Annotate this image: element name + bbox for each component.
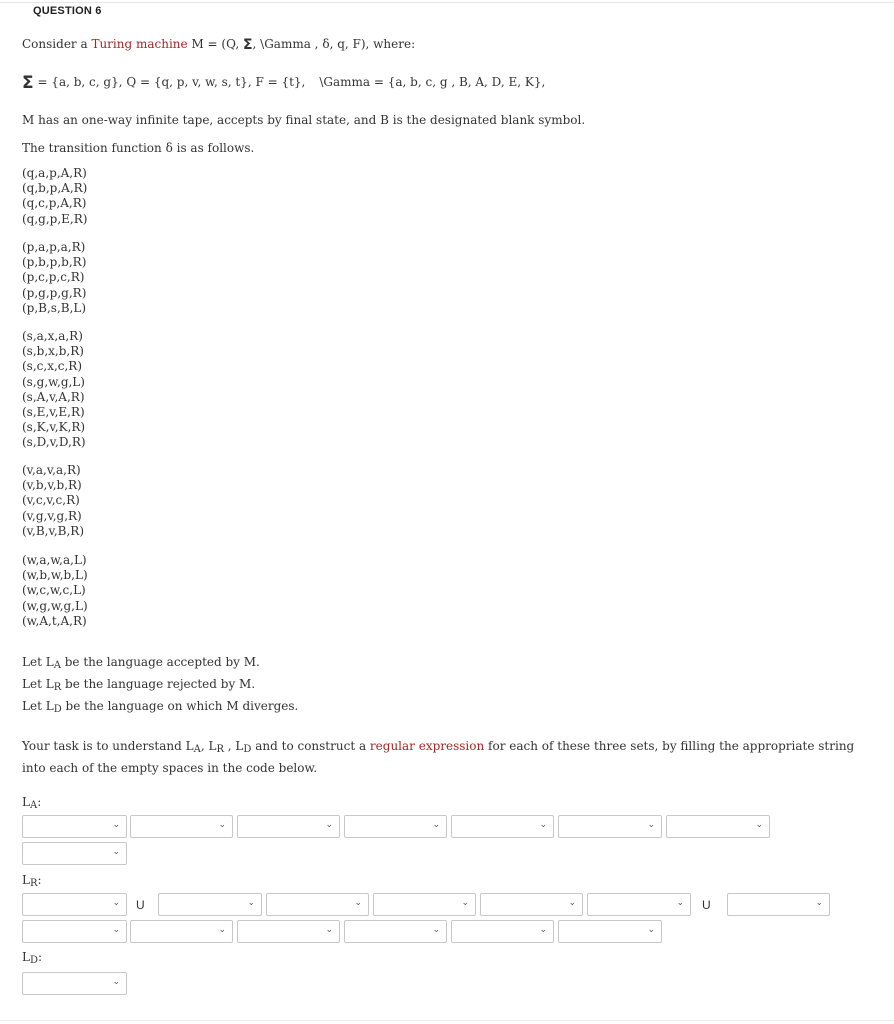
question-title: QUESTION 6 (33, 5, 102, 17)
lr-select-1[interactable] (22, 893, 127, 916)
transition: (q,b,p,A,R) (22, 181, 88, 196)
ld-label: $L_D$: (22, 950, 43, 966)
chevron-down-icon: ⌄ (112, 977, 120, 987)
regular-expression-link[interactable]: regular expression (369, 739, 485, 753)
la-select-2[interactable] (130, 815, 233, 838)
chevron-down-icon: ⌄ (325, 820, 333, 830)
lr-select-9[interactable] (130, 920, 233, 943)
transition: (v,B,v,B,R) (22, 523, 85, 538)
sigma-symbol: Σ (22, 73, 34, 93)
transition: (p,b,p,b,R) (22, 255, 87, 270)
lr-select-13[interactable] (558, 920, 662, 943)
la-select-3[interactable] (237, 815, 340, 838)
tape-description: M has an one-way infinite tape, accepts by final state, and B is the designated blank symbol. (22, 113, 586, 127)
la-select-1[interactable] (22, 815, 127, 838)
la-select-5[interactable] (451, 815, 554, 838)
chevron-down-icon: ⌄ (354, 898, 362, 908)
union-operator: U (136, 898, 145, 912)
transition: (s,g,w,g,L) (22, 374, 85, 389)
lr-label: $L_R$: (22, 873, 42, 889)
transition: (q,c,p,A,R) (22, 196, 87, 211)
intro-line: Consider a Turing machine M = (Q, Σ, \Gamma , δ, q, F), where: (22, 37, 416, 53)
transition: (s,a,x,a,R) (22, 329, 83, 343)
chevron-down-icon: ⌄ (647, 820, 655, 830)
language-rejected-def: Let $L_R$ be the language rejected by M. (22, 677, 256, 693)
transition: (w,g,w,g,L) (22, 598, 88, 613)
transition: (s,c,x,c,R) (22, 359, 83, 374)
chevron-down-icon: ⌄ (112, 847, 120, 857)
chevron-down-icon: ⌄ (112, 925, 120, 935)
chevron-down-icon: ⌄ (755, 820, 763, 830)
la-select-8[interactable] (22, 842, 127, 865)
top-divider (0, 2, 894, 3)
transition: (v,c,v,c,R) (22, 493, 80, 508)
chevron-down-icon: ⌄ (325, 925, 333, 935)
lr-select-12[interactable] (451, 920, 554, 943)
chevron-down-icon: ⌄ (676, 898, 684, 908)
transition-group-w (22, 553, 88, 629)
transition: (p,g,p,g,R) (22, 285, 87, 300)
lr-select-10[interactable] (237, 920, 340, 943)
chevron-down-icon: ⌄ (247, 898, 255, 908)
union-operator: U (702, 898, 711, 912)
bottom-divider (0, 1020, 894, 1021)
lr-select-8[interactable] (22, 920, 127, 943)
chevron-down-icon: ⌄ (539, 820, 547, 830)
definitions-line: Σ = {a, b, c, g}, Q = {q, p, v, w, s, t}, F = {t}, \Gamma = {a, b, c, g , B, A, D, E, K}, (22, 73, 546, 93)
transition: (s,A,v,A,R) (22, 389, 85, 404)
lr-select-6[interactable] (587, 893, 691, 916)
transition-group-p (22, 240, 86, 316)
chevron-down-icon: ⌄ (432, 820, 440, 830)
transition: (p,B,s,B,L) (22, 300, 87, 315)
la-select-6[interactable] (558, 815, 662, 838)
sigma-symbol: Σ (242, 37, 253, 53)
transition: (w,A,t,A,R) (22, 613, 87, 628)
chevron-down-icon: ⌄ (218, 925, 226, 935)
transition: (v,b,v,b,R) (22, 478, 82, 493)
transition: (q,g,p,E,R) (22, 211, 88, 226)
chevron-down-icon: ⌄ (539, 925, 547, 935)
transition: (q,a,p,A,R) (22, 166, 87, 180)
chevron-down-icon: ⌄ (432, 925, 440, 935)
delta-symbol: δ (322, 37, 330, 51)
chevron-down-icon: ⌄ (647, 925, 655, 935)
turing-machine-link[interactable]: Turing machine (91, 37, 188, 51)
transition: (s,b,x,b,R) (22, 344, 84, 359)
chevron-down-icon: ⌄ (112, 820, 120, 830)
chevron-down-icon: ⌄ (461, 898, 469, 908)
transition: (w,a,w,a,L) (22, 553, 87, 567)
transition: (s,D,v,D,R) (22, 435, 86, 450)
la-select-4[interactable] (344, 815, 447, 838)
la-label: $L_A$: (22, 795, 42, 811)
transition: (v,a,v,a,R) (22, 463, 81, 477)
lr-select-5[interactable] (480, 893, 583, 916)
lr-select-7[interactable] (727, 893, 830, 916)
transition-group-q (22, 166, 87, 227)
chevron-down-icon: ⌄ (218, 820, 226, 830)
transition: (w,c,w,c,L) (22, 583, 86, 598)
transition: (w,b,w,b,L) (22, 568, 88, 583)
la-select-7[interactable] (666, 815, 770, 838)
lr-select-2[interactable] (158, 893, 262, 916)
transition: (s,E,v,E,R) (22, 405, 85, 420)
transition-intro: The transition function δ is as follows. (22, 141, 255, 155)
lr-select-4[interactable] (373, 893, 476, 916)
lr-select-3[interactable] (266, 893, 369, 916)
task-paragraph: Your task is to understand $L_A$, $L_R$ , $L_D$ and to construct a regular expression for each of these three sets, by filling the appropriate string into each of the empty spaces in the code below. (22, 739, 855, 775)
ld-select-1[interactable] (22, 972, 127, 995)
chevron-down-icon: ⌄ (568, 898, 576, 908)
transition: (s,K,v,K,R) (22, 420, 86, 435)
language-accepted-def: Let $L_A$ be the language accepted by M. (22, 655, 260, 671)
language-diverges-def: Let $L_D$ be the language on which M diverges. (22, 699, 299, 715)
lr-select-11[interactable] (344, 920, 447, 943)
transition: (p,c,p,c,R) (22, 270, 85, 285)
transition-group-s (22, 329, 86, 451)
transition: (v,g,v,g,R) (22, 508, 82, 523)
transition-group-v (22, 463, 84, 539)
chevron-down-icon: ⌄ (112, 898, 120, 908)
transition: (p,a,p,a,R) (22, 240, 86, 254)
chevron-down-icon: ⌄ (815, 898, 823, 908)
